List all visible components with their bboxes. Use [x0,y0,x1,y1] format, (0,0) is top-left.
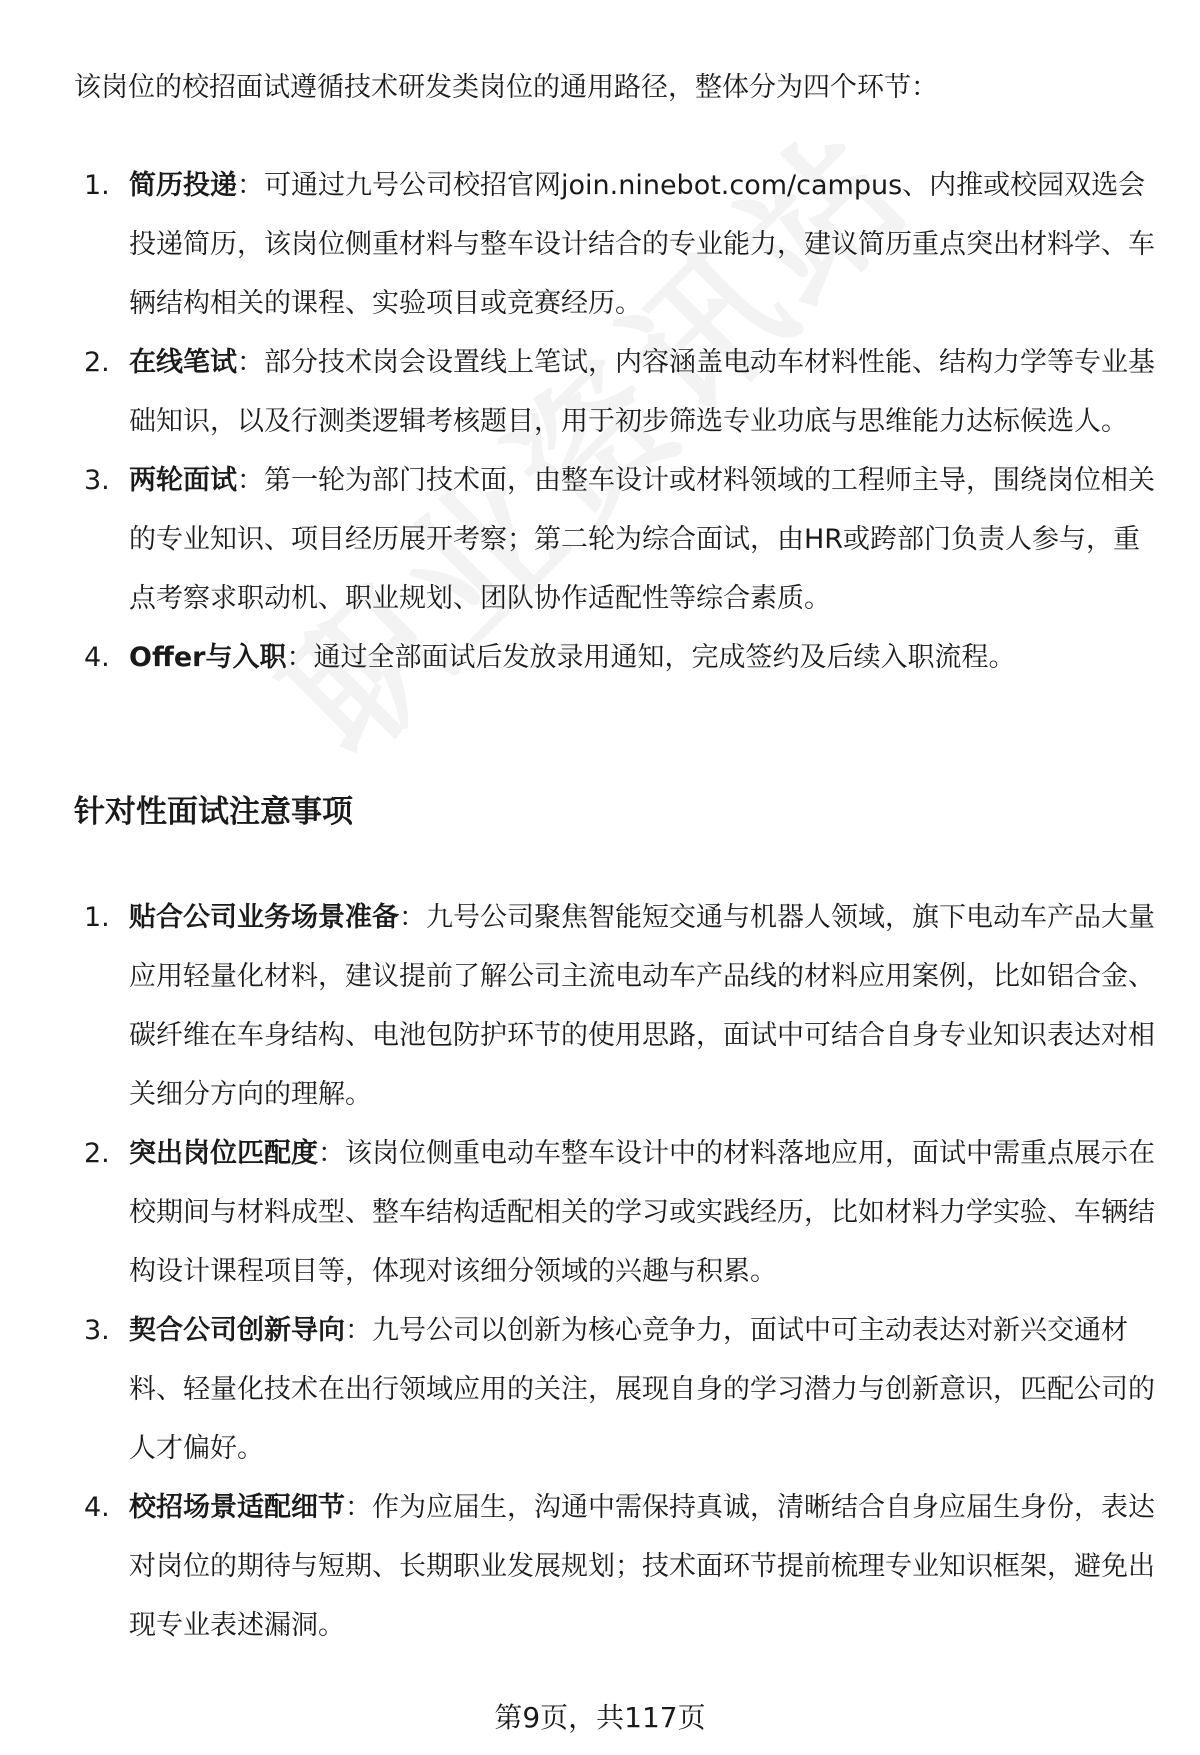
item-title: 简历投递 [129,170,237,201]
tip-item [0,1478,1200,1655]
item-text: 通过全部面试后发放录用通知，完成签约及后续入职流程。 [313,642,1016,673]
item-separator: ： [399,902,426,933]
item-separator: ： [318,1138,345,1169]
item-title: 在线笔试 [129,347,237,378]
item-separator: ： [345,1315,372,1346]
process-item [0,451,1200,628]
item-separator: ： [237,465,264,496]
list-number: 4. [84,642,110,673]
item-title: Offer与入职 [129,642,287,673]
list-number: 1. [84,902,110,933]
item-title: 贴合公司业务场景准备 [129,902,399,933]
item-text: 九号公司以创新为核心竞争力，面试中可主动表达对新兴交通材料、轻量化技术在出行领域应用的关注，展现自身的学习潜力与创新意识，匹配公司的人才偏好。 [129,1315,1155,1464]
list-number: 3. [84,465,110,496]
process-item [0,156,1200,333]
item-text: 作为应届生，沟通中需保持真诚，清晰结合自身应届生身份，表达对岗位的期待与短期、长期职业发展规划；技术面环节提前梳理专业知识框架，避免出现专业表述漏洞。 [129,1492,1155,1641]
item-text: 该岗位侧重电动车整车设计中的材料落地应用，面试中需重点展示在校期间与材料成型、整车结构适配相关的学习或实践经历，比如材料力学实验、车辆结构设计课程项目等，体现对该细分领域的兴趣与积累。 [129,1138,1155,1287]
process-item [0,333,1200,451]
item-separator: ： [345,1492,372,1523]
list-number: 2. [84,1138,110,1169]
list-number: 4. [84,1492,110,1523]
item-separator: ： [286,642,314,673]
process-list [0,156,1200,687]
list-number: 3. [84,1315,110,1346]
item-separator: ： [237,347,264,378]
item-title: 两轮面试 [129,465,237,496]
tip-item [0,888,1200,1124]
item-text: 部分技术岗会设置线上笔试，内容涵盖电动车材料性能、结构力学等专业基础知识，以及行测类逻辑考核题目，用于初步筛选专业功底与思维能力达标候选人。 [129,347,1155,437]
tip-item [0,1124,1200,1301]
section-heading: 针对性面试注意事项 [74,794,353,830]
tip-item [0,1301,1200,1478]
process-item [0,628,1200,687]
intro-paragraph: 该岗位的校招面试遵循技术研发类岗位的通用路径，整体分为四个环节： [74,72,938,103]
item-title: 校招场景适配细节 [129,1492,345,1523]
item-title: 契合公司创新导向 [129,1315,345,1346]
item-title: 突出岗位匹配度 [129,1138,318,1169]
page-number: 第9页，共117页 [494,1701,706,1734]
tips-list [0,888,1200,1655]
list-number: 2. [84,347,110,378]
item-text: 可通过九号公司校招官网join.ninebot.com/campus、内推或校园双选会投递简历，该岗位侧重材料与整车设计结合的专业能力，建议简历重点突出材料学、车辆结构相关的课程、实验项目或竞赛经历。 [129,170,1155,319]
item-text: 九号公司聚焦智能短交通与机器人领域，旗下电动车产品大量应用轻量化材料，建议提前了解公司主流电动车产品线的材料应用案例，比如铝合金、碳纤维在车身结构、电池包防护环节的使用思路，面试中可结合自身专业知识表达对相关细分方向的理解。 [129,902,1155,1110]
list-number: 1. [84,170,110,201]
item-text: 第一轮为部门技术面，由整车设计或材料领域的工程师主导，围绕岗位相关的专业知识、项目经历展开考察；第二轮为综合面试，由HR或跨部门负责人参与，重点考察求职动机、职业规划、团队协作适配性等综合素质。 [129,465,1155,614]
item-separator: ： [237,170,264,201]
